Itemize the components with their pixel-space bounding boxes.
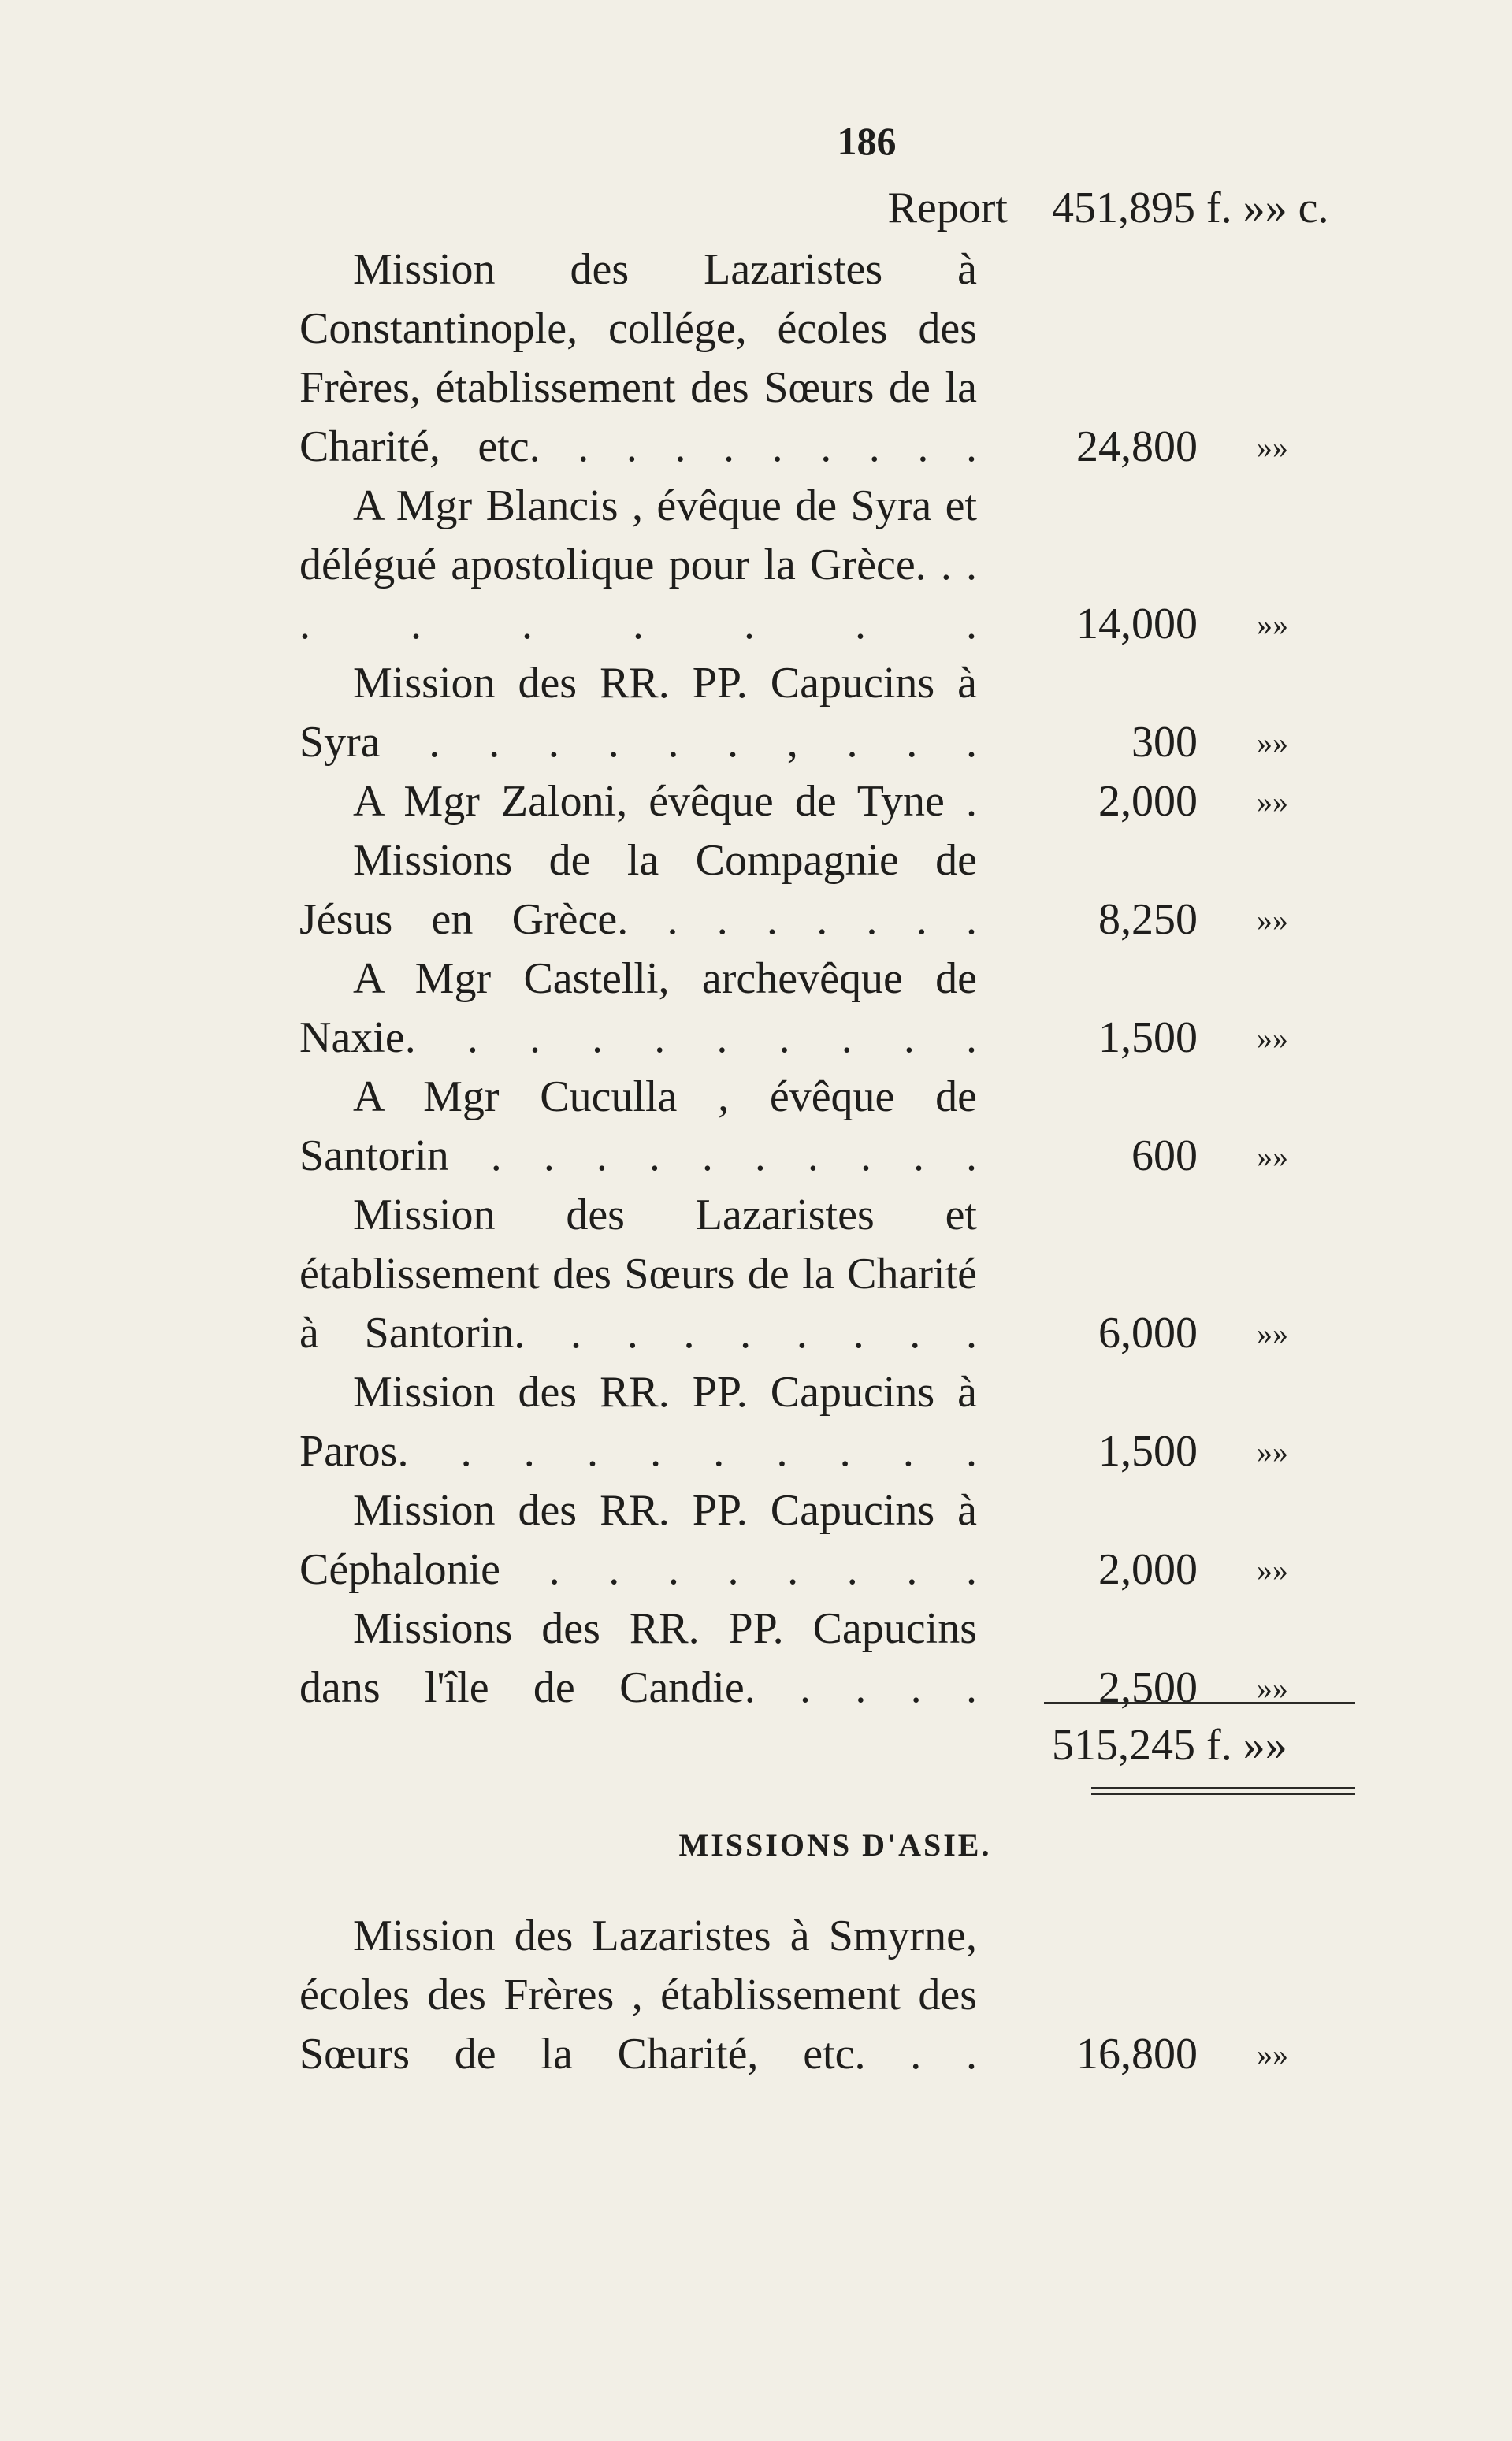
- entry-santorin-lazaristes: [299, 1186, 1324, 1363]
- entry-amount: 14,000: [1076, 600, 1198, 648]
- entry-amount: 8,250: [1098, 895, 1198, 944]
- entry-paros: [299, 1363, 1324, 1481]
- entry-amount: 2,000: [1098, 777, 1198, 826]
- entry-suffix: »»: [1257, 1020, 1288, 1056]
- report-amount: 451,895 f. »» c.: [1052, 184, 1329, 232]
- entry-amount: 2,000: [1098, 1545, 1198, 1594]
- entry-jesuits-greece: [299, 831, 1324, 949]
- entry-amount: 1,500: [1098, 1427, 1198, 1476]
- entry-syra-capucins: [299, 654, 1324, 772]
- entry-text: A Mgr Zaloni, évêque de Tyne .: [353, 777, 977, 826]
- entry-suffix: »»: [1257, 429, 1288, 465]
- entry-naxie: [299, 949, 1324, 1068]
- entry-smyrne: [299, 1907, 1324, 2084]
- entry-suffix: »»: [1257, 784, 1288, 819]
- double-rule: [1091, 1787, 1355, 1795]
- entry-tyne: [299, 772, 1324, 831]
- page-number: 186: [837, 119, 897, 163]
- entry-text: Missions de la Compagnie de Jésus en Grèce. . . . . . . .: [299, 836, 977, 944]
- entry-syra-bishop: [299, 477, 1324, 654]
- entry-text: Mission des RR. PP. Capucins à Syra . . . . . . , . . .: [299, 659, 977, 767]
- entry-text: Mission des RR. PP. Capucins à Paros. . . . . . . . . .: [299, 1368, 977, 1476]
- entry-amount: 300: [1131, 718, 1198, 767]
- entry-amount: 6,000: [1098, 1309, 1198, 1358]
- entry-amount: 16,800: [1076, 2030, 1198, 2079]
- entry-text: Mission des Lazaristes à Smyrne, écoles des Frères , établissement des Sœurs de la Charité, etc. . .: [299, 1912, 977, 2079]
- entry-amount: 2,500: [1098, 1663, 1198, 1712]
- entry-santorin-bishop: [299, 1068, 1324, 1186]
- entry-cephalonie: [299, 1481, 1324, 1599]
- entry-suffix: »»: [1257, 1139, 1288, 1174]
- entry-text: Mission des Lazaristes et établissement des Sœurs de la Charité à Santorin. . . . . . . . .: [299, 1191, 977, 1358]
- entry-suffix: »»: [1257, 2037, 1288, 2072]
- entry-suffix: »»: [1257, 1316, 1288, 1351]
- entry-suffix: »»: [1257, 607, 1288, 642]
- entry-suffix: »»: [1257, 1670, 1288, 1706]
- report-label: Report: [887, 184, 1008, 232]
- entry-suffix: »»: [1257, 1552, 1288, 1588]
- entry-suffix: »»: [1257, 1434, 1288, 1469]
- entry-text: Missions des RR. PP. Capucins dans l'île de Candie. . . . .: [299, 1604, 977, 1712]
- total-rule: [1044, 1702, 1355, 1704]
- entry-text: Mission des RR. PP. Capucins à Céphalonie . . . . . . . .: [299, 1486, 977, 1594]
- total-amount: 515,245 f. »»: [1052, 1721, 1287, 1770]
- entry-amount: 24,800: [1076, 422, 1198, 471]
- entry-amount: 1,500: [1098, 1013, 1198, 1062]
- section-heading: MISSIONS D'ASIE.: [678, 1827, 992, 1863]
- entry-constantinople: [299, 240, 1324, 477]
- asia-entries-list: [299, 1907, 1324, 2084]
- entry-candie: [299, 1599, 1324, 1718]
- entry-suffix: »»: [1257, 902, 1288, 938]
- entry-suffix: »»: [1257, 725, 1288, 760]
- entry-text: A Mgr Castelli, archevêque de Naxie. . . . . . . . . .: [299, 954, 977, 1062]
- entry-amount: 600: [1131, 1131, 1198, 1180]
- entries-list: [299, 240, 1324, 1718]
- entry-text: A Mgr Cuculla , évêque de Santorin . . . . . . . . . .: [299, 1072, 977, 1180]
- entry-text: Mission des Lazaristes à Constantinople, collége, écoles des Frères, établissement des Sœurs de la Charité, etc. . . . . . . . . .: [299, 245, 977, 471]
- entry-text: A Mgr Blancis , évêque de Syra et délégué apostolique pour la Grèce. . . . . . . . . .: [299, 481, 977, 648]
